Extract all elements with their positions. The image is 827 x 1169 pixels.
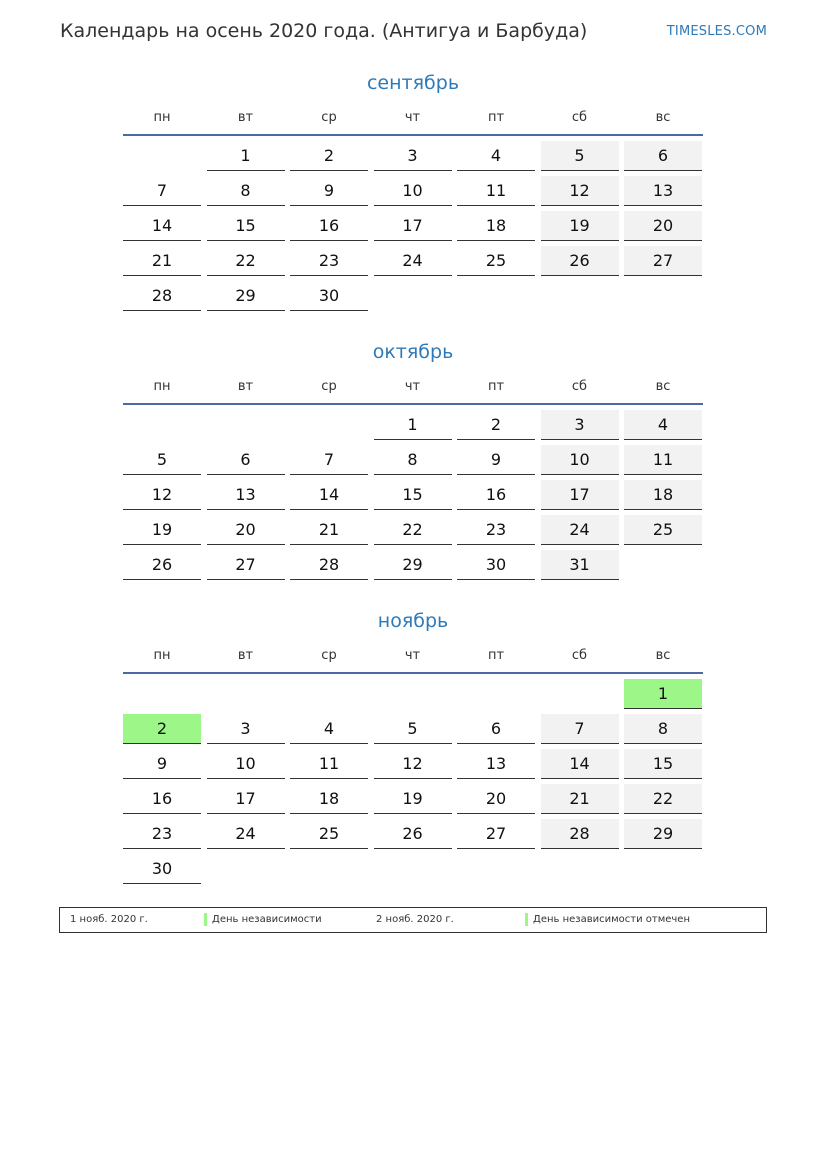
day-cell: 15 — [374, 480, 452, 510]
weekday-sat: сб — [571, 109, 588, 125]
day-cell: 3 — [207, 714, 285, 744]
day-cell: 3 — [374, 141, 452, 171]
day-cell: 30 — [457, 550, 535, 580]
day-cell: 25 — [290, 819, 368, 849]
day-cell: 18 — [624, 480, 702, 510]
day-cell: 12 — [541, 176, 619, 206]
day-cell: 14 — [541, 749, 619, 779]
day-cell: 6 — [457, 714, 535, 744]
weekday-tue: вт — [237, 647, 254, 663]
day-cell: 18 — [457, 211, 535, 241]
weekday-tue: вт — [237, 378, 254, 394]
day-cell: 7 — [290, 445, 368, 475]
day-cell: 27 — [207, 550, 285, 580]
day-cell: 1 — [374, 410, 452, 440]
day-cell: 5 — [123, 445, 201, 475]
empty-cell — [123, 410, 201, 440]
month-october — [123, 339, 703, 580]
weekday-thu: чт — [404, 378, 421, 394]
holiday-color-marker — [525, 913, 528, 926]
day-cell: 7 — [541, 714, 619, 744]
empty-cell — [207, 410, 285, 440]
day-cell: 29 — [624, 819, 702, 849]
day-cell: 24 — [207, 819, 285, 849]
day-cell: 5 — [374, 714, 452, 744]
day-cell: 6 — [624, 141, 702, 171]
day-cell: 10 — [374, 176, 452, 206]
header-divider — [123, 134, 703, 136]
weekday-fri: пт — [487, 378, 505, 394]
weekday-mon: пн — [153, 378, 171, 394]
holiday-color-marker — [204, 913, 207, 926]
day-cell: 15 — [624, 749, 702, 779]
weekday-fri: пт — [487, 647, 505, 663]
weekday-wed: ср — [321, 109, 337, 125]
month-title: октябрь — [372, 341, 454, 363]
day-cell: 24 — [541, 515, 619, 545]
holiday-legend — [59, 907, 767, 933]
day-cell: 20 — [457, 784, 535, 814]
day-cell: 10 — [207, 749, 285, 779]
day-cell: 5 — [541, 141, 619, 171]
day-cell: 29 — [207, 281, 285, 311]
day-grid — [123, 141, 703, 311]
empty-cell — [457, 679, 535, 709]
month-september — [123, 70, 703, 311]
legend-date: 1 нояб. 2020 г. — [70, 914, 148, 925]
day-cell: 26 — [541, 246, 619, 276]
brand-link[interactable]: TIMESLES.COM — [666, 24, 767, 39]
day-cell: 6 — [207, 445, 285, 475]
empty-cell — [207, 679, 285, 709]
month-title: ноябрь — [377, 610, 449, 632]
day-cell: 11 — [290, 749, 368, 779]
day-cell: 8 — [624, 714, 702, 744]
day-cell: 15 — [207, 211, 285, 241]
day-cell: 27 — [457, 819, 535, 849]
weekday-mon: пн — [153, 647, 171, 663]
day-cell: 28 — [541, 819, 619, 849]
day-cell: 14 — [123, 211, 201, 241]
day-cell: 28 — [123, 281, 201, 311]
day-cell: 1 — [624, 679, 702, 709]
day-cell: 21 — [290, 515, 368, 545]
day-cell: 10 — [541, 445, 619, 475]
weekday-header — [123, 642, 703, 668]
legend-date: 2 нояб. 2020 г. — [376, 914, 454, 925]
day-cell: 23 — [457, 515, 535, 545]
weekday-tue: вт — [237, 109, 254, 125]
month-november — [123, 608, 703, 884]
weekday-sun: вс — [655, 647, 671, 663]
day-cell: 19 — [541, 211, 619, 241]
day-cell: 2 — [457, 410, 535, 440]
day-cell: 23 — [123, 819, 201, 849]
day-cell: 22 — [207, 246, 285, 276]
day-cell: 30 — [123, 854, 201, 884]
day-cell: 11 — [457, 176, 535, 206]
legend-label: День независимости — [212, 914, 322, 925]
day-cell: 13 — [457, 749, 535, 779]
empty-cell — [290, 410, 368, 440]
weekday-thu: чт — [404, 647, 421, 663]
day-cell: 22 — [374, 515, 452, 545]
day-cell: 1 — [207, 141, 285, 171]
day-cell: 11 — [624, 445, 702, 475]
weekday-sun: вс — [655, 378, 671, 394]
weekday-wed: ср — [321, 647, 337, 663]
weekday-wed: ср — [321, 378, 337, 394]
day-cell: 13 — [207, 480, 285, 510]
weekday-sat: сб — [571, 378, 588, 394]
day-cell: 16 — [290, 211, 368, 241]
legend-label: День независимости отмечен — [533, 914, 691, 925]
day-cell: 17 — [541, 480, 619, 510]
day-cell: 20 — [207, 515, 285, 545]
weekday-fri: пт — [487, 109, 505, 125]
empty-cell — [374, 679, 452, 709]
day-cell: 8 — [207, 176, 285, 206]
day-cell: 17 — [374, 211, 452, 241]
day-cell: 9 — [123, 749, 201, 779]
weekday-sat: сб — [571, 647, 588, 663]
day-cell: 22 — [624, 784, 702, 814]
day-grid — [123, 679, 703, 884]
month-title: сентябрь — [366, 72, 460, 94]
day-cell: 18 — [290, 784, 368, 814]
day-cell: 17 — [207, 784, 285, 814]
empty-cell — [123, 679, 201, 709]
day-cell: 31 — [541, 550, 619, 580]
weekday-mon: пн — [153, 109, 171, 125]
day-cell: 23 — [290, 246, 368, 276]
day-cell: 3 — [541, 410, 619, 440]
day-grid — [123, 410, 703, 580]
weekday-sun: вс — [655, 109, 671, 125]
day-cell: 8 — [374, 445, 452, 475]
day-cell: 7 — [123, 176, 201, 206]
day-cell: 25 — [624, 515, 702, 545]
day-cell: 20 — [624, 211, 702, 241]
day-cell: 16 — [123, 784, 201, 814]
page-title: Календарь на осень 2020 года. (Антигуа и Барбуда) — [60, 20, 588, 42]
weekday-thu: чт — [404, 109, 421, 125]
day-cell: 26 — [123, 550, 201, 580]
day-cell: 28 — [290, 550, 368, 580]
day-cell: 16 — [457, 480, 535, 510]
day-cell: 21 — [541, 784, 619, 814]
empty-cell — [290, 679, 368, 709]
day-cell: 12 — [123, 480, 201, 510]
empty-cell — [123, 141, 201, 171]
day-cell: 19 — [123, 515, 201, 545]
day-cell: 12 — [374, 749, 452, 779]
day-cell: 19 — [374, 784, 452, 814]
weekday-header — [123, 373, 703, 399]
day-cell: 14 — [290, 480, 368, 510]
weekday-header — [123, 104, 703, 130]
empty-cell — [541, 679, 619, 709]
day-cell: 2 — [290, 141, 368, 171]
day-cell: 27 — [624, 246, 702, 276]
day-cell: 2 — [123, 714, 201, 744]
day-cell: 30 — [290, 281, 368, 311]
day-cell: 24 — [374, 246, 452, 276]
day-cell: 9 — [457, 445, 535, 475]
day-cell: 4 — [624, 410, 702, 440]
day-cell: 9 — [290, 176, 368, 206]
day-cell: 26 — [374, 819, 452, 849]
day-cell: 21 — [123, 246, 201, 276]
day-cell: 29 — [374, 550, 452, 580]
header-divider — [123, 672, 703, 674]
day-cell: 4 — [290, 714, 368, 744]
day-cell: 4 — [457, 141, 535, 171]
day-cell: 25 — [457, 246, 535, 276]
day-cell: 13 — [624, 176, 702, 206]
header-divider — [123, 403, 703, 405]
